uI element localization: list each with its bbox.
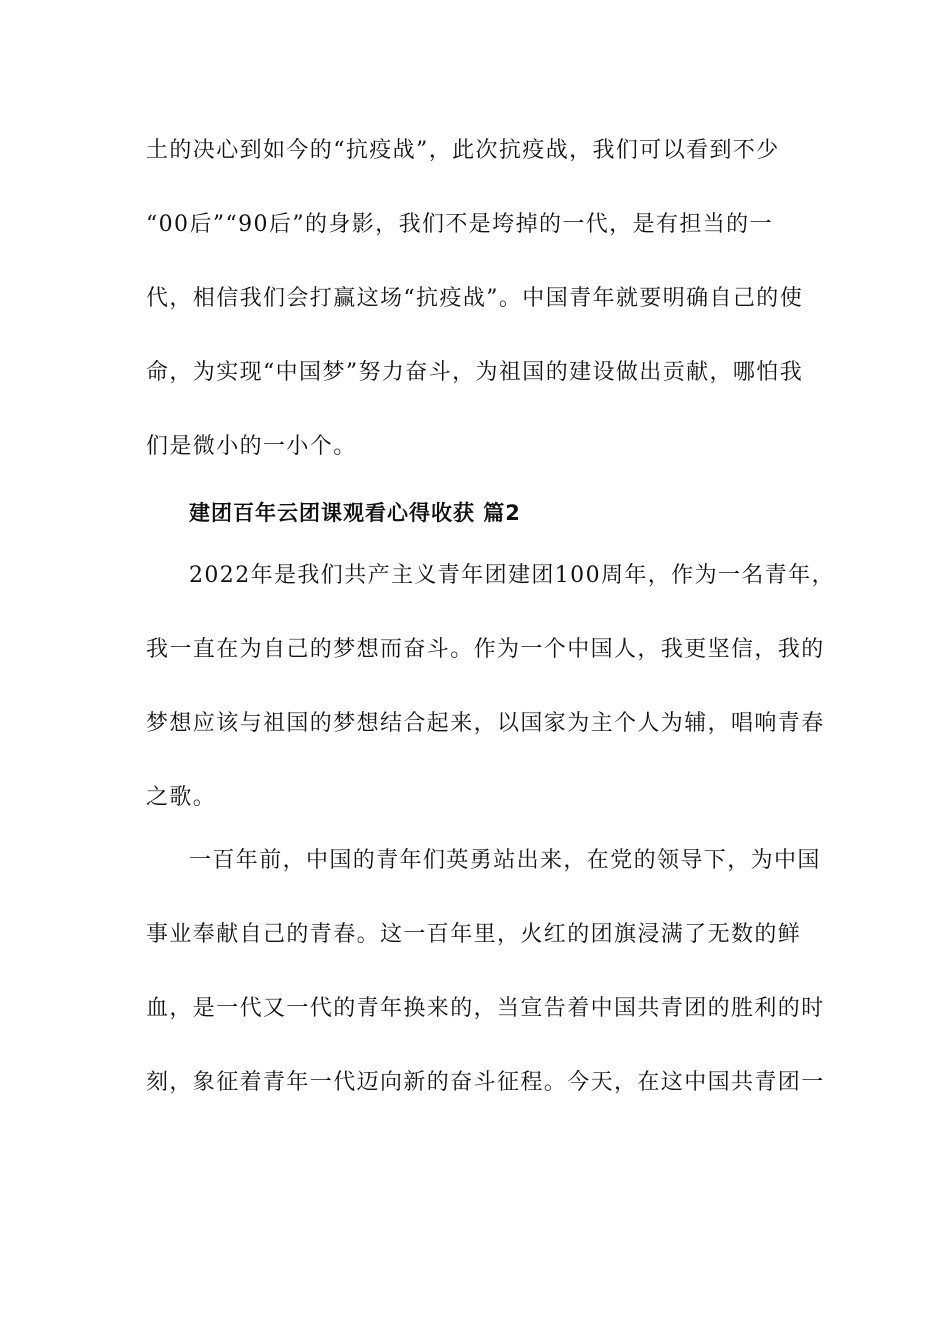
paragraph-line: 一百年前，中国的青年们英勇站出来，在党的领导下，为中国: [189, 848, 821, 873]
paragraph-line: 土的决心到如今的“抗疫战”，此次抗疫战，我们可以看到不少: [146, 138, 780, 163]
paragraph-line: 们是微小的一小个。: [146, 434, 357, 459]
paragraph-line: 代，相信我们会打赢这场“抗疫战”。中国青年就要明确自己的使: [146, 286, 804, 311]
paragraph-line: 事业奉献自己的青春。这一百年里，火红的团旗浸满了无数的鲜: [146, 922, 802, 947]
paragraph-line: 命，为实现“中国梦”努力奋斗，为祖国的建设做出贡献，哪怕我: [146, 360, 804, 385]
paragraph-line: 血，是一代又一代的青年换来的，当宣告着中国共青团的胜利的时: [146, 996, 825, 1021]
section-heading: 建团百年云团课观看心得收获 篇2: [189, 501, 521, 525]
paragraph-line: “00后”“90后”的身影，我们不是垮掉的一代，是有担当的一: [146, 212, 773, 237]
paragraph-line: 刻，象征着青年一代迈向新的奋斗征程。今天，在这中国共青团一: [146, 1070, 825, 1095]
paragraph-line: 2022年是我们共产主义青年团建团100周年，作为一名青年，: [189, 563, 835, 588]
paragraph-line: 我一直在为自己的梦想而奋斗。作为一个中国人，我更坚信，我的: [146, 637, 825, 662]
paragraph-line: 梦想应该与祖国的梦想结合起来，以国家为主个人为辅，唱响青春: [146, 711, 825, 736]
paragraph-line: 之歌。: [146, 785, 217, 810]
